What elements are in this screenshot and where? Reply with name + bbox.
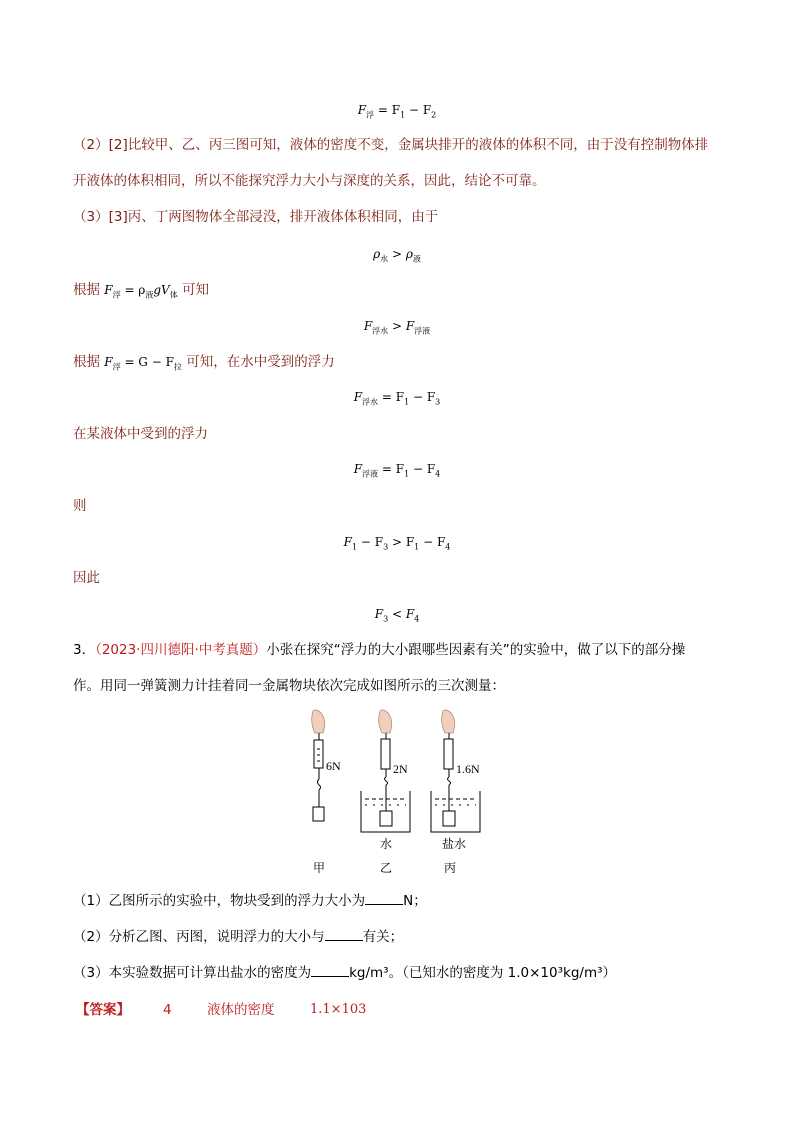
subquestion-1: （1）乙图所示的实验中，物块受到的浮力大小为 N； xyxy=(73,893,427,909)
caption-yi: 乙 xyxy=(379,861,393,875)
answer-blank-1[interactable] xyxy=(365,892,403,905)
then-label: 则 xyxy=(73,498,87,514)
answer-1: 4 xyxy=(163,1002,172,1018)
paragraph-3-line-1: （3）[3]丙、丁两图物体全部浸没，排开液体体积相同，由于 xyxy=(73,209,439,225)
subquestion-2: （2）分析乙图、丙图，说明浮力的大小与 有关； xyxy=(73,929,404,945)
question-3-line-1 xyxy=(73,640,685,660)
liquid-label-saltwater: 盐水 xyxy=(441,837,467,851)
therefore-label: 因此 xyxy=(73,570,100,586)
paragraph-2-line-2: 开液体的体积相同，所以不能探究浮力大小与深度的关系，因此，结论不可靠。 xyxy=(73,173,546,189)
answer-tag: 【答案】 xyxy=(76,1002,130,1018)
formula-final: $F_3 < F_4$ xyxy=(374,607,420,624)
subquestion-3: （3）本实验数据可计算出盐水的密度为 kg/m³。（已知水的密度为 1.0×10³kg/m³） xyxy=(73,965,617,981)
liquid-label-water: 水 xyxy=(379,837,393,851)
reading-yi: 2N xyxy=(393,762,408,776)
question-number: 3． xyxy=(73,642,96,658)
caption-jia: 甲 xyxy=(312,861,326,875)
formula-buoyancy-liquid: $F_{浮液} = F_1 - F_4$ xyxy=(353,462,441,479)
answer-line xyxy=(76,1000,367,1020)
metal-block-icon xyxy=(443,811,455,826)
question-stem: 小张在探究“浮力的大小跟哪些因素有关”的实验中，做了以下的部分操 xyxy=(266,642,686,658)
spring-scale-icon xyxy=(444,739,453,769)
metal-block-icon xyxy=(313,807,324,821)
question-source: （2023·四川德阳·中考真题） xyxy=(95,642,267,658)
answer-blank-3[interactable] xyxy=(311,964,349,977)
hand-icon xyxy=(379,710,392,733)
formula-buoyancy: $F_浮 = F_1 - F_2$ xyxy=(357,103,437,120)
hand-icon xyxy=(442,710,455,733)
basis-line-2: 根据 $F_浮 = G - F_拉$ 可知，在水中受到的浮力 xyxy=(73,354,335,372)
answer-blank-2[interactable] xyxy=(325,928,363,941)
question-3-line-2: 作。用同一弹簧测力计挂着同一金属物块依次完成如图所示的三次测量： xyxy=(73,678,505,694)
reading-jia: 6N xyxy=(326,759,341,773)
basis-line-1: 根据 $F_浮 = \rho_液gV_体$ 可知 xyxy=(73,282,210,300)
metal-block-icon xyxy=(380,811,392,826)
formula-buoyancy-compare: $F_{浮水} > F_{浮液}$ xyxy=(363,319,431,336)
formula-buoyancy-water: $F_{浮水} = F_1 - F_3$ xyxy=(353,390,441,407)
reading-bing: 1.6N xyxy=(456,762,480,776)
formula-inequality: $F_1 - F_3 > F_1 - F_4$ xyxy=(343,535,451,552)
experiment-figure xyxy=(296,707,496,879)
spring-scale-icon xyxy=(381,739,390,769)
answer-2: 液体的密度 xyxy=(207,1002,275,1018)
liquid-label: 在某液体中受到的浮力 xyxy=(73,426,208,442)
formula-density-compare: $\rho_水 > \rho_液$ xyxy=(373,247,421,264)
caption-bing: 丙 xyxy=(443,861,457,875)
answer-3: 1.1×103 xyxy=(310,1002,367,1017)
setup-jia xyxy=(312,710,325,821)
hand-icon xyxy=(312,710,325,733)
paragraph-2-line-1: （2）[2]比较甲、乙、丙三图可知，液体的密度不变，金属块排开的液体的体积不同，由于没有控制物体排 xyxy=(73,137,709,153)
spring-scale-icon xyxy=(314,740,323,768)
